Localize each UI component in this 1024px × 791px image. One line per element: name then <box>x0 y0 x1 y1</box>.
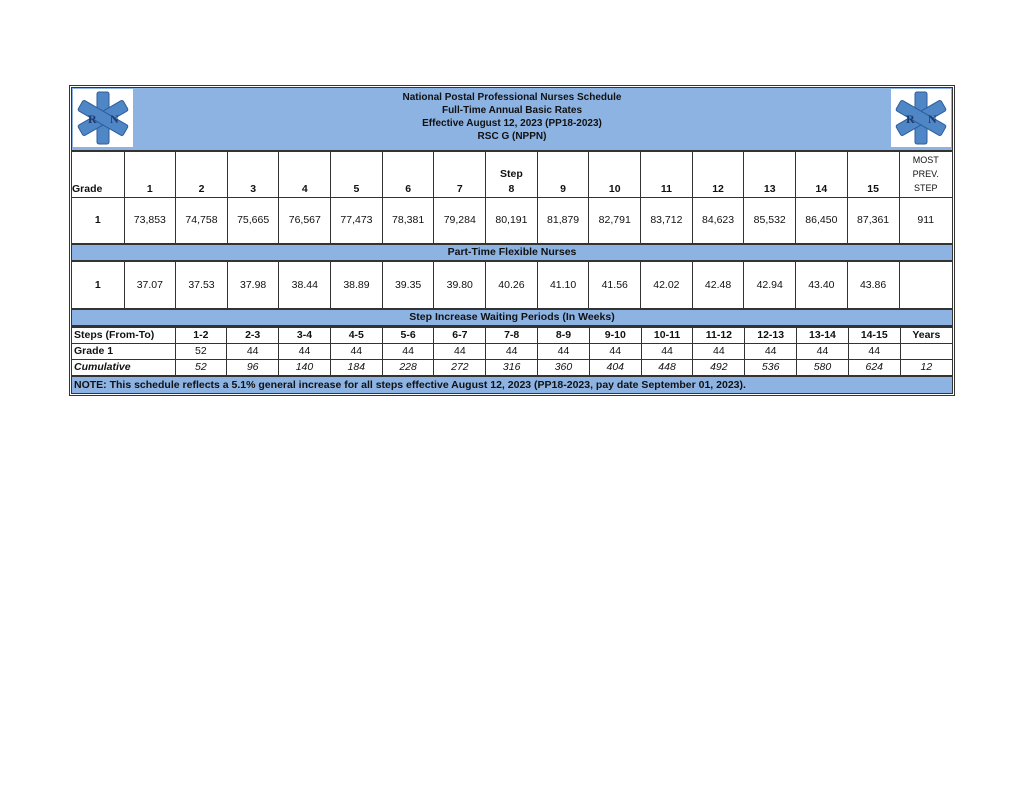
weeks-cell: 44 <box>434 344 486 360</box>
pay-schedule <box>69 85 955 396</box>
most-prev-step-value: 911 <box>917 214 935 227</box>
row-label: Cumulative <box>72 360 175 376</box>
hourly-rate-cell: 37.98 <box>227 262 279 308</box>
hourly-rate-cell: 42.94 <box>744 262 796 308</box>
cumulative-cell: 580 <box>797 360 849 376</box>
full-time-table <box>72 152 952 243</box>
step-pair-header: 7-8 <box>486 328 538 344</box>
step-number: 5 <box>353 182 360 195</box>
cumulative-cell: 184 <box>330 360 382 376</box>
step-header-4 <box>279 152 331 197</box>
star-of-life-logo-icon <box>73 89 133 147</box>
step-number: 12 <box>712 182 724 195</box>
weeks-cell: 44 <box>693 344 745 360</box>
annual-rate-cell: 85,532 <box>744 197 796 243</box>
step-header-8 <box>486 152 538 197</box>
empty-cell <box>900 344 952 360</box>
step-header-2 <box>176 152 228 197</box>
annual-rate-cell: 84,623 <box>692 197 744 243</box>
cumulative-cell: 96 <box>227 360 279 376</box>
step-header-5 <box>331 152 383 197</box>
step-number: 4 <box>301 182 308 195</box>
weeks-cell: 44 <box>745 344 797 360</box>
hourly-rate-cell: 43.40 <box>796 262 848 308</box>
schedule-header <box>72 88 952 152</box>
hourly-rate-cell: 38.89 <box>331 262 383 308</box>
empty-cell <box>899 262 952 308</box>
step-number: 14 <box>815 182 828 195</box>
step-pair-header: 9-10 <box>589 328 641 344</box>
weeks-cell: 44 <box>538 344 590 360</box>
rsc-line: RSC G (NPPN) <box>477 131 547 142</box>
annual-rate-cell: 75,665 <box>227 197 279 243</box>
row-label: Grade 1 <box>72 344 175 360</box>
cumulative-row <box>72 360 952 376</box>
svg-text:N: N <box>110 112 119 126</box>
cumulative-cell: 228 <box>382 360 434 376</box>
hourly-rate-cell: 43.86 <box>847 262 899 308</box>
annual-rate-cell: 86,450 <box>796 197 848 243</box>
cumulative-cell: 448 <box>641 360 693 376</box>
weeks-cell: 52 <box>175 344 227 360</box>
step-header-1 <box>124 152 176 197</box>
hourly-rate-cell: 42.02 <box>641 262 693 308</box>
annual-rate-cell: 78,381 <box>382 197 434 243</box>
step-header-7 <box>434 152 486 197</box>
years-header: Years <box>900 328 952 344</box>
star-of-life-logo-icon <box>891 89 951 147</box>
row-label: Steps (From-To) <box>72 328 175 344</box>
step-header-13 <box>744 152 796 197</box>
waiting-periods-title: Step Increase Waiting Periods (In Weeks) <box>72 308 952 327</box>
years-value: 12 <box>900 360 952 376</box>
annual-rate-cell: 80,191 <box>486 197 538 243</box>
full-time-row <box>72 197 952 243</box>
hourly-rate-cell: 40.26 <box>486 262 538 308</box>
step-pair-header: 11-12 <box>693 328 745 344</box>
step-pair-header: 10-11 <box>641 328 693 344</box>
annual-rate-cell: 81,879 <box>537 197 589 243</box>
waiting-periods-table <box>72 327 952 376</box>
step-number: 3 <box>250 182 257 195</box>
annual-rate-cell: 74,758 <box>176 197 228 243</box>
part-time-row <box>72 262 952 308</box>
step-number: 1 <box>146 182 153 195</box>
annual-rate-cell: 83,712 <box>641 197 693 243</box>
step-number: 2 <box>198 182 205 195</box>
cumulative-cell: 404 <box>589 360 641 376</box>
cumulative-cell: 360 <box>538 360 590 376</box>
hourly-rate-cell: 39.80 <box>434 262 486 308</box>
most-prev-step-header <box>899 152 952 197</box>
step-pair-header: 12-13 <box>745 328 797 344</box>
cumulative-cell: 492 <box>693 360 745 376</box>
hourly-rate-cell: 38.44 <box>279 262 331 308</box>
most-prev-step-label: MOST <box>912 155 939 166</box>
weeks-cell: 44 <box>382 344 434 360</box>
step-pair-header: 3-4 <box>279 328 331 344</box>
svg-text:R: R <box>88 112 97 126</box>
weeks-cell: 44 <box>589 344 641 360</box>
annual-rate-cell: 87,361 <box>847 197 899 243</box>
cumulative-cell: 140 <box>279 360 331 376</box>
step-header-11 <box>641 152 693 197</box>
svg-text:R: R <box>906 112 915 126</box>
weeks-cell: 44 <box>797 344 849 360</box>
weeks-cell: 44 <box>641 344 693 360</box>
steps-from-to-row <box>72 328 952 344</box>
weeks-cell: 44 <box>848 344 900 360</box>
hourly-rate-cell: 39.35 <box>382 262 434 308</box>
most-prev-step-label: STEP <box>913 183 938 194</box>
step-number: 10 <box>608 182 621 195</box>
grade-cell: 1 <box>72 262 124 308</box>
step-pair-header: 6-7 <box>434 328 486 344</box>
step-header-10 <box>589 152 641 197</box>
hourly-rate-cell: 42.48 <box>692 262 744 308</box>
step-number: 8 <box>508 182 515 195</box>
cumulative-cell: 316 <box>486 360 538 376</box>
step-pair-header: 5-6 <box>382 328 434 344</box>
weeks-cell: 44 <box>486 344 538 360</box>
part-time-table <box>72 262 952 308</box>
step-pair-header: 8-9 <box>538 328 590 344</box>
effective-date-line: Effective August 12, 2023 (PP18-2023) <box>422 118 602 129</box>
cumulative-cell: 52 <box>175 360 227 376</box>
step-pair-header: 13-14 <box>797 328 849 344</box>
subtitle-line: Full-Time Annual Basic Rates <box>441 105 583 116</box>
grade-1-row <box>72 344 952 360</box>
weeks-cell: 44 <box>330 344 382 360</box>
part-time-title: Part-Time Flexible Nurses <box>72 243 952 262</box>
step-pair-header: 14-15 <box>848 328 900 344</box>
hourly-rate-cell: 41.10 <box>537 262 589 308</box>
step-header-3 <box>227 152 279 197</box>
hourly-rate-cell: 41.56 <box>589 262 641 308</box>
schedule-note: NOTE: This schedule reflects a 5.1% general increase for all steps effective August 12, 2023 (PP18-2023, pay date September 01, 2023). <box>72 376 952 393</box>
annual-rate-cell: 73,853 <box>124 197 176 243</box>
step-number: 9 <box>560 182 566 195</box>
step-pair-header: 1-2 <box>175 328 227 344</box>
cumulative-cell: 272 <box>434 360 486 376</box>
title-line: National Postal Professional Nurses Schedule <box>402 92 622 103</box>
step-header-14 <box>796 152 848 197</box>
hourly-rate-cell: 37.53 <box>176 262 228 308</box>
weeks-cell: 44 <box>227 344 279 360</box>
annual-rate-cell: 82,791 <box>589 197 641 243</box>
step-pair-header: 2-3 <box>227 328 279 344</box>
grade-header: Grade <box>72 152 124 197</box>
hourly-rate-cell: 37.07 <box>124 262 176 308</box>
step-header-6 <box>382 152 434 197</box>
annual-rate-cell: 76,567 <box>279 197 331 243</box>
step-number: 6 <box>405 182 412 195</box>
cumulative-cell: 624 <box>848 360 900 376</box>
svg-text:N: N <box>928 112 937 126</box>
grade-cell: 1 <box>72 197 124 243</box>
step-header-9 <box>537 152 589 197</box>
step-number: 11 <box>660 182 672 195</box>
step-number: 13 <box>763 182 776 195</box>
annual-rate-cell: 77,473 <box>331 197 383 243</box>
step-label: Step <box>500 167 523 180</box>
weeks-cell: 44 <box>279 344 331 360</box>
step-header-12 <box>692 152 744 197</box>
step-header-15 <box>847 152 899 197</box>
step-number: 15 <box>867 182 879 195</box>
step-header-row <box>72 152 952 197</box>
step-pair-header: 4-5 <box>330 328 382 344</box>
annual-rate-cell: 79,284 <box>434 197 486 243</box>
most-prev-step-label: PREV. <box>912 169 939 180</box>
step-number: 7 <box>456 182 463 195</box>
cumulative-cell: 536 <box>745 360 797 376</box>
